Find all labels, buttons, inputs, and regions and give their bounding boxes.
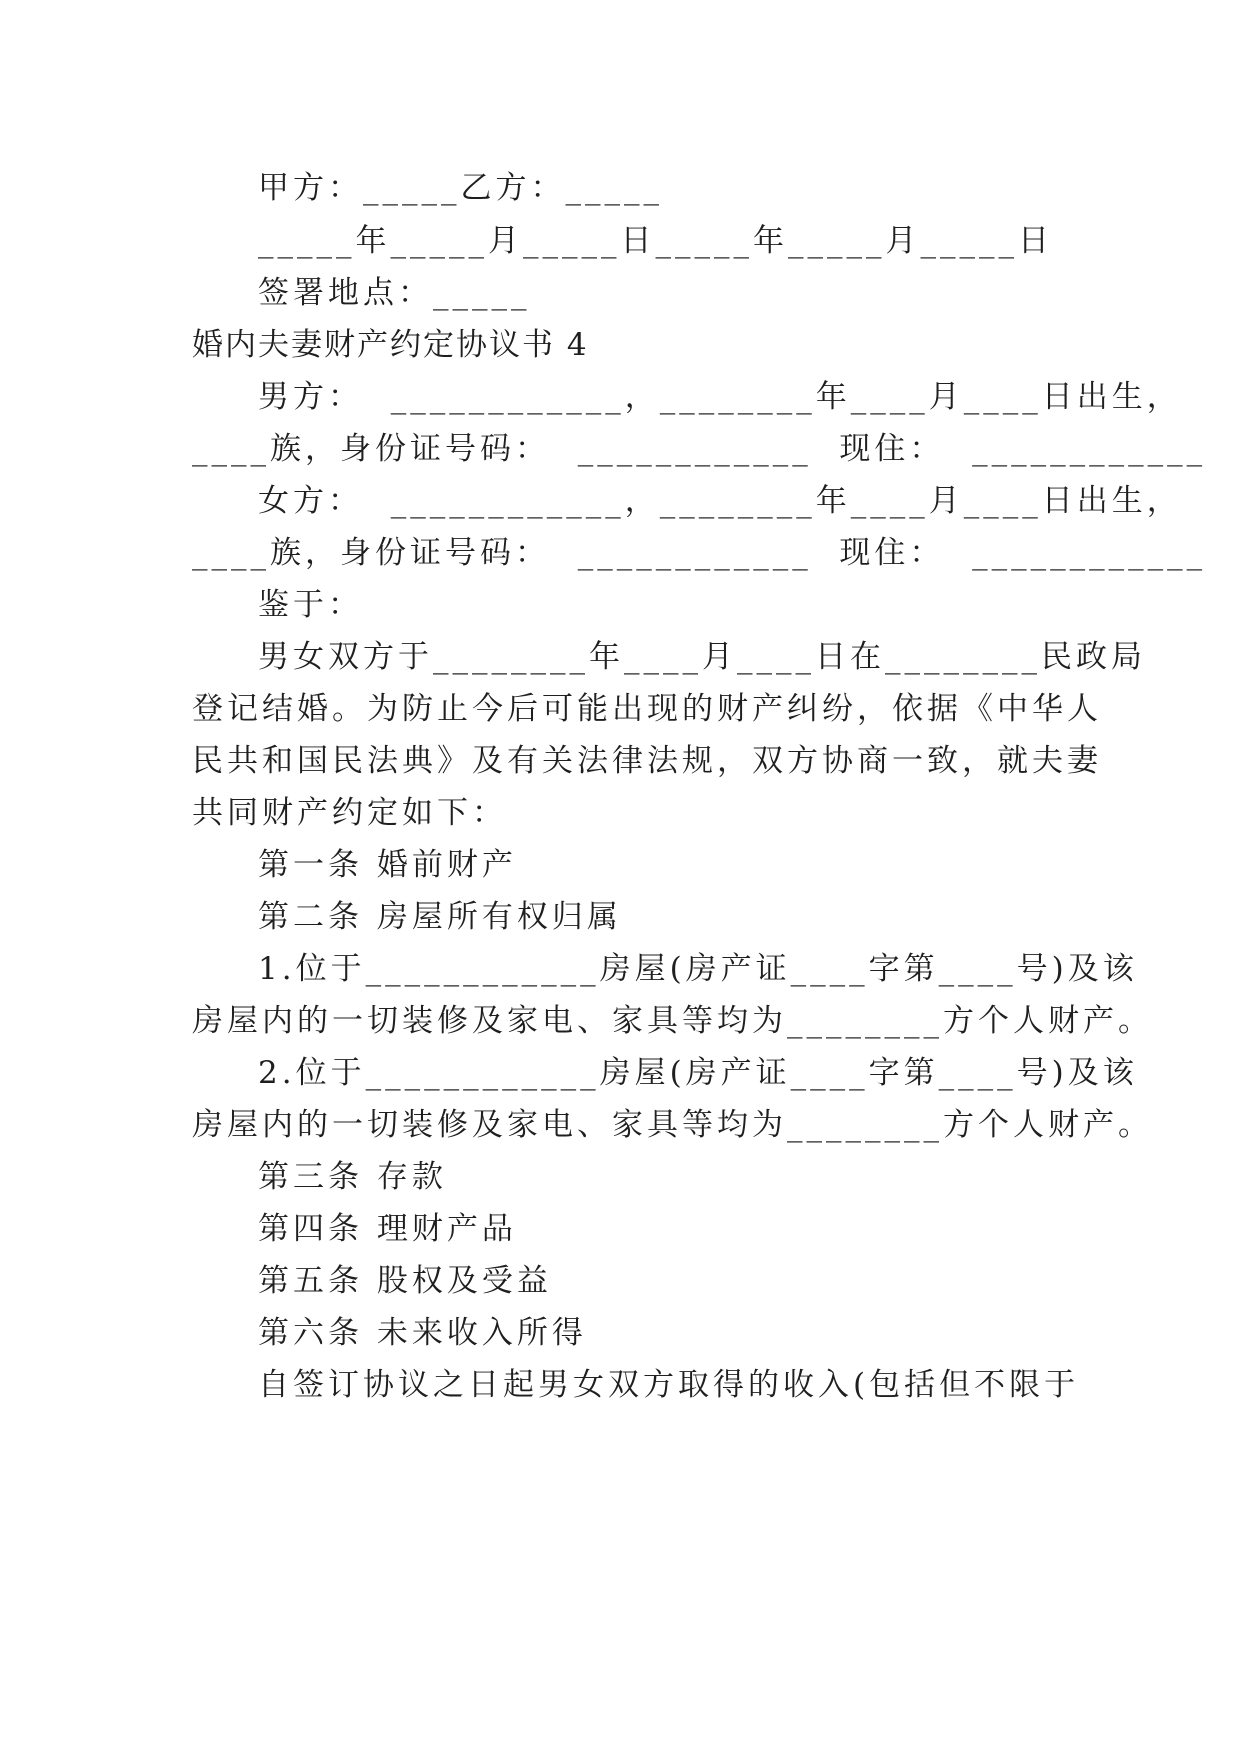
article-6-paragraph-line-1: 自签订协议之日起男女双方取得的收入(包括但不限于 xyxy=(258,1367,1080,1403)
female-party-line: 女方： ____________，________年____月____日出生， xyxy=(258,483,1182,519)
recital-paragraph-line-3: 民共和国民法典》及有关法律法规，双方协商一致，就夫妻 xyxy=(192,743,1102,779)
male-party-line: 男方： ____________，________年____月____日出生， xyxy=(258,379,1182,415)
article-2-item-2-line-2: 房屋内的一切装修及家电、家具等均为________方个人财产。 xyxy=(192,1107,1153,1143)
article-2-item-1-line-1: 1.位于____________房屋(房产证____字第____号)及该 xyxy=(258,951,1138,987)
signature-parties-line: 甲方：_____乙方：_____ xyxy=(258,170,663,206)
male-id-address-line: ____族，身份证号码： ____________ 现住： ____________ xyxy=(192,431,1207,467)
article-3-heading: 第三条 存款 xyxy=(258,1159,447,1195)
article-1-heading: 第一条 婚前财产 xyxy=(258,847,517,883)
signing-place-line: 签署地点：_____ xyxy=(258,275,531,311)
signature-dates-line: _____年_____月_____日_____年_____月_____日 xyxy=(258,223,1053,259)
article-2-heading: 第二条 房屋所有权归属 xyxy=(258,899,622,935)
female-id-address-line: ____族，身份证号码： ____________ 现住： ____________ xyxy=(192,535,1207,571)
article-6-heading: 第六条 未来收入所得 xyxy=(258,1315,587,1351)
recital-paragraph-line-4: 共同财产约定如下： xyxy=(192,795,507,831)
agreement-title: 婚内夫妻财产约定协议书 4 xyxy=(192,327,589,363)
whereas-heading: 鉴于： xyxy=(258,587,363,623)
article-5-heading: 第五条 股权及受益 xyxy=(258,1263,552,1299)
article-2-item-1-line-2: 房屋内的一切装修及家电、家具等均为________方个人财产。 xyxy=(192,1003,1153,1039)
article-2-item-2-line-1: 2.位于____________房屋(房产证____字第____号)及该 xyxy=(258,1055,1138,1091)
recital-paragraph-line-2: 登记结婚。为防止今后可能出现的财产纠纷，依据《中华人 xyxy=(192,691,1102,727)
recital-paragraph-line-1: 男女双方于________年____月____日在________民政局 xyxy=(258,639,1146,675)
article-4-heading: 第四条 理财产品 xyxy=(258,1211,517,1247)
